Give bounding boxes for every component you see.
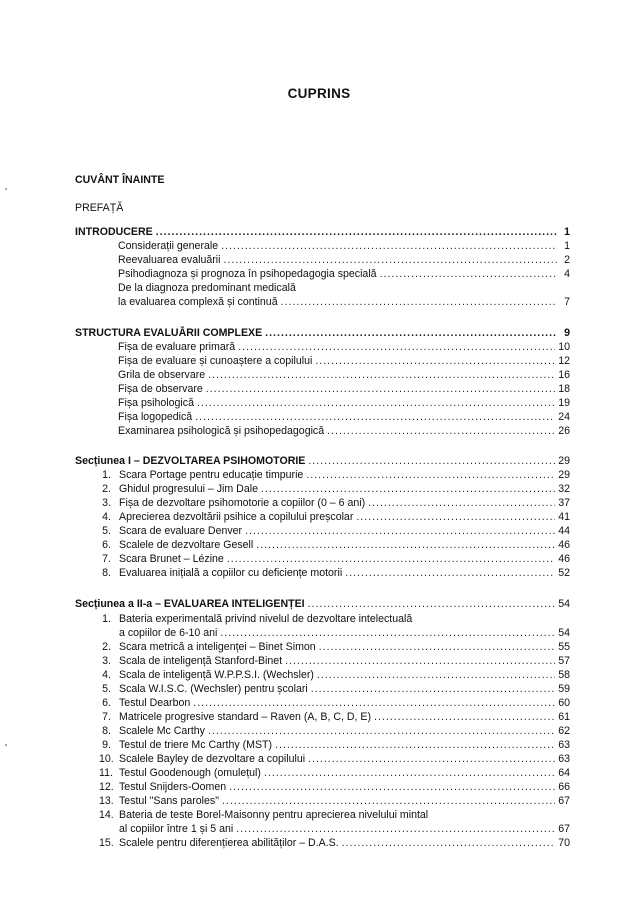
entry-number: 8. — [102, 567, 111, 579]
toc-entry — [99, 697, 570, 709]
leader-dots — [229, 781, 555, 793]
toc-entry — [99, 655, 570, 667]
page-number: 52 — [558, 567, 570, 579]
entry-label: Reevaluarea evaluării — [118, 254, 221, 266]
toc-entry — [99, 669, 570, 681]
entry-label — [99, 553, 224, 565]
toc-entry-line — [99, 613, 412, 625]
toc-entry — [99, 469, 570, 481]
leader-dots — [345, 567, 555, 579]
entry-label — [99, 641, 316, 653]
margin-mark — [5, 744, 7, 746]
entry-number: 6. — [102, 539, 111, 551]
page-number: 10 — [558, 341, 570, 353]
toc-entry — [118, 411, 570, 423]
page-title: CUPRINS — [287, 86, 351, 101]
cuvant-inainte-heading: CUVÂNT ÎNAINTE — [75, 174, 165, 186]
entry-number: 13. — [99, 795, 114, 807]
toc-entry — [118, 341, 570, 353]
page-number: 58 — [558, 669, 570, 681]
toc-heading-sectiunea-1 — [75, 455, 570, 467]
entry-text: Scara metrică a inteligenței – Binet Simon — [119, 641, 316, 653]
entry-text: Testul Goodenough (omulețul) — [119, 767, 261, 779]
entry-text: Scalele Mc Carthy — [119, 725, 205, 737]
leader-dots — [220, 627, 555, 639]
page-number: 54 — [558, 627, 570, 639]
entry-label — [99, 725, 205, 737]
page-number: 70 — [558, 837, 570, 849]
entry-label — [99, 795, 219, 807]
entry-label — [99, 627, 217, 639]
entry-label: la evaluarea complexă și continuă — [118, 296, 278, 308]
leader-dots — [223, 254, 557, 266]
page-number: 62 — [558, 725, 570, 737]
toc-entry — [99, 767, 570, 779]
toc-entry — [118, 254, 570, 266]
entry-number: 3. — [102, 497, 111, 509]
entry-label: Fișa de evaluare și cunoaștere a copilului — [118, 355, 313, 367]
leader-dots — [222, 795, 555, 807]
page-number: 4 — [564, 268, 570, 280]
entry-text: Scara de evaluare Denver — [119, 525, 243, 537]
entry-text: Evaluarea inițială a copiilor cu deficiențe motorii — [119, 567, 343, 579]
page-number: 63 — [558, 753, 570, 765]
entry-label: Fișa de evaluare primară — [118, 341, 236, 353]
toc-entry — [99, 725, 570, 737]
page-number: 19 — [558, 397, 570, 409]
page-number: 16 — [558, 369, 570, 381]
entry-text: Bateria de teste Borel-Maisonny pentru aprecierea nivelului mintal — [119, 809, 429, 821]
toc-heading-structura — [75, 327, 570, 339]
leader-dots — [264, 767, 555, 779]
section-title: DEZVOLTAREA PSIHOMOTORIE — [142, 455, 306, 467]
leader-dots — [342, 837, 556, 849]
page-number: 37 — [558, 497, 570, 509]
toc-entry — [118, 383, 570, 395]
section-prefix: Secțiunea I – — [75, 455, 143, 467]
page-number: 7 — [564, 296, 570, 308]
entry-label — [99, 697, 190, 709]
entry-number: 4. — [102, 511, 111, 523]
toc-entry — [99, 525, 570, 537]
page-number: 61 — [558, 711, 570, 723]
page-number: 1 — [564, 226, 570, 238]
entry-text: Testul de triere Mc Carthy (MST) — [119, 739, 273, 751]
toc-entry — [118, 240, 570, 252]
page-number: 2 — [564, 254, 570, 266]
entry-label — [99, 525, 242, 537]
leader-dots — [306, 469, 555, 481]
page-number: 44 — [558, 525, 570, 537]
entry-number: 4. — [102, 669, 111, 681]
entry-number: 12. — [99, 781, 114, 793]
entry-text: Scara Portage pentru educație timpurie — [119, 469, 304, 481]
entry-text: Scalele Bayley de dezvoltare a copilului — [119, 753, 306, 765]
entry-number: 11. — [99, 767, 113, 779]
entry-text: Scala de inteligență W.P.P.S.I. (Wechsler) — [119, 669, 314, 681]
entry-text: Matricele progresive standard – Raven (A, B, C, D, E) — [119, 711, 371, 723]
toc-entry — [99, 795, 570, 807]
toc-entry — [99, 641, 570, 653]
page-number: 32 — [558, 483, 570, 495]
leader-dots — [193, 697, 555, 709]
page-number: 9 — [564, 327, 570, 339]
leader-dots — [156, 226, 557, 238]
toc-entry — [99, 739, 570, 751]
entry-text: Scalele de dezvoltare Gesell — [119, 539, 254, 551]
entry-number: 15. — [99, 837, 114, 849]
section-title: EVALUAREA INTELIGENȚEI — [163, 598, 305, 610]
leader-dots — [315, 355, 555, 367]
leader-dots — [197, 397, 555, 409]
leader-dots — [368, 497, 555, 509]
toc-entry — [99, 753, 570, 765]
page-number: 67 — [558, 795, 570, 807]
page-number: 54 — [558, 598, 570, 610]
toc-entry-line — [99, 809, 428, 821]
page-number: 64 — [558, 767, 570, 779]
entry-text: Testul Dearbon — [119, 697, 191, 709]
page-number: 26 — [558, 425, 570, 437]
entry-label: Psihodiagnoza și prognoza în psihopedagogia specială — [118, 268, 377, 280]
toc-entry — [99, 711, 570, 723]
leader-dots — [374, 711, 555, 723]
leader-dots — [261, 483, 555, 495]
leader-dots — [380, 268, 557, 280]
entry-number: 7. — [102, 711, 111, 723]
entry-text: Scalele pentru diferențierea abilităților – D.A.S. — [119, 837, 339, 849]
leader-dots — [308, 455, 555, 467]
leader-dots — [208, 369, 555, 381]
leader-dots — [221, 240, 557, 252]
entry-number: 10. — [99, 753, 114, 765]
entry-label — [99, 539, 253, 551]
prefata-heading: PREFAȚĂ — [75, 202, 124, 214]
entry-number: 2. — [102, 641, 111, 653]
entry-label — [99, 753, 305, 765]
entry-number: 6. — [102, 697, 111, 709]
entry-label — [99, 469, 303, 481]
page-number: 18 — [558, 383, 570, 395]
heading-label: INTRODUCERE — [75, 226, 153, 238]
toc-entry — [118, 425, 570, 437]
heading-label — [75, 455, 305, 467]
entry-label — [99, 683, 308, 695]
entry-text: Ghidul progresului – Jim Dale — [119, 483, 258, 495]
toc-entry — [99, 511, 570, 523]
page-number: 55 — [558, 641, 570, 653]
entry-text: Scala de inteligență Stanford-Binet — [119, 655, 283, 667]
leader-dots — [256, 539, 555, 551]
entry-number: 3. — [102, 655, 111, 667]
entry-label — [99, 781, 226, 793]
toc-entry — [118, 355, 570, 367]
leader-dots — [195, 411, 555, 423]
toc-entry — [99, 627, 570, 639]
entry-text: Bateria experimentală privind nivelul de dezvoltare intelectuală — [119, 613, 413, 625]
entry-number: 14. — [99, 809, 114, 821]
page-number: 29 — [558, 469, 570, 481]
leader-dots — [285, 655, 555, 667]
entry-label — [99, 511, 353, 523]
entry-text: Fișa de dezvoltare psihomotorie a copiilor (0 – 6 ani) — [119, 497, 366, 509]
entry-label — [99, 767, 261, 779]
toc-entry — [99, 539, 570, 551]
toc-entry — [99, 483, 570, 495]
page-number: 29 — [558, 455, 570, 467]
entry-text: al copiilor între 1 și 5 ani — [119, 823, 234, 835]
toc-entry — [99, 781, 570, 793]
page-number: 57 — [558, 655, 570, 667]
toc-entry — [99, 567, 570, 579]
entry-label — [99, 837, 339, 849]
entry-text: a copiilor de 6-10 ani — [119, 627, 218, 639]
entry-number: 5. — [102, 683, 111, 695]
entry-text: Testul Snijders-Oomen — [119, 781, 227, 793]
leader-dots — [206, 383, 555, 395]
entry-label: Fișa psihologică — [118, 397, 194, 409]
entry-label — [99, 483, 258, 495]
leader-dots — [275, 739, 555, 751]
leader-dots — [327, 425, 555, 437]
toc-entry — [99, 823, 570, 835]
entry-number: 7. — [102, 553, 111, 565]
entry-label: Examinarea psihologică și psihopedagogică — [118, 425, 325, 437]
toc-entry — [99, 553, 570, 565]
page-number: 66 — [558, 781, 570, 793]
margin-mark — [5, 188, 7, 190]
toc-entry-line: De la diagnoza predominant medicală — [118, 282, 296, 294]
entry-label: Fișa logopedică — [118, 411, 193, 423]
entry-label — [99, 669, 314, 681]
page-number: 63 — [558, 739, 570, 751]
leader-dots — [319, 641, 556, 653]
entry-number: 9. — [102, 739, 111, 751]
leader-dots — [281, 296, 557, 308]
entry-label — [99, 567, 342, 579]
leader-dots — [238, 341, 555, 353]
entry-label — [99, 711, 371, 723]
toc-entry — [118, 296, 570, 308]
toc-entry — [99, 837, 570, 849]
entry-number: 5. — [102, 525, 111, 537]
leader-dots — [265, 327, 557, 339]
entry-number: 2. — [102, 483, 111, 495]
entry-label — [99, 739, 272, 751]
page-number: 46 — [558, 553, 570, 565]
heading-label — [75, 598, 305, 610]
page-number: 24 — [558, 411, 570, 423]
entry-label: Grila de observare — [118, 369, 206, 381]
toc-entry — [99, 497, 570, 509]
entry-label: Considerații generale — [118, 240, 219, 252]
heading-label: STRUCTURA EVALUĂRII COMPLEXE — [75, 327, 263, 339]
leader-dots — [356, 511, 555, 523]
toc-heading-introducere — [75, 226, 570, 238]
toc-entry — [99, 683, 570, 695]
leader-dots — [317, 669, 555, 681]
entry-text: Testul "Sans paroles" — [119, 795, 219, 807]
entry-text: Scara Brunet – Lézine — [119, 553, 224, 565]
page-number: 46 — [558, 539, 570, 551]
entry-label — [99, 497, 365, 509]
entry-text: Scala W.I.S.C. (Wechsler) pentru școlari — [119, 683, 308, 695]
section-prefix: Secțiunea a II-a – — [75, 598, 164, 610]
leader-dots — [236, 823, 555, 835]
entry-number: 8. — [102, 725, 111, 737]
toc-entry — [118, 369, 570, 381]
leader-dots — [208, 725, 555, 737]
leader-dots — [311, 683, 555, 695]
page-number: 12 — [558, 355, 570, 367]
leader-dots — [308, 753, 555, 765]
page-number: 67 — [558, 823, 570, 835]
leader-dots — [308, 598, 556, 610]
page-number: 59 — [558, 683, 570, 695]
entry-label — [99, 655, 282, 667]
entry-label: Fișa de observare — [118, 383, 203, 395]
entry-label — [99, 823, 233, 835]
entry-text: Aprecierea dezvoltării psihice a copilului preșcolar — [119, 511, 354, 523]
toc-entry — [118, 268, 570, 280]
entry-number: 1. — [102, 469, 111, 481]
toc-entry — [118, 397, 570, 409]
page-number: 1 — [564, 240, 570, 252]
entry-number: 1. — [102, 613, 111, 625]
leader-dots — [245, 525, 555, 537]
page-number: 60 — [558, 697, 570, 709]
leader-dots — [227, 553, 555, 565]
page-number: 41 — [558, 511, 570, 523]
toc-heading-sectiunea-2 — [75, 598, 570, 610]
